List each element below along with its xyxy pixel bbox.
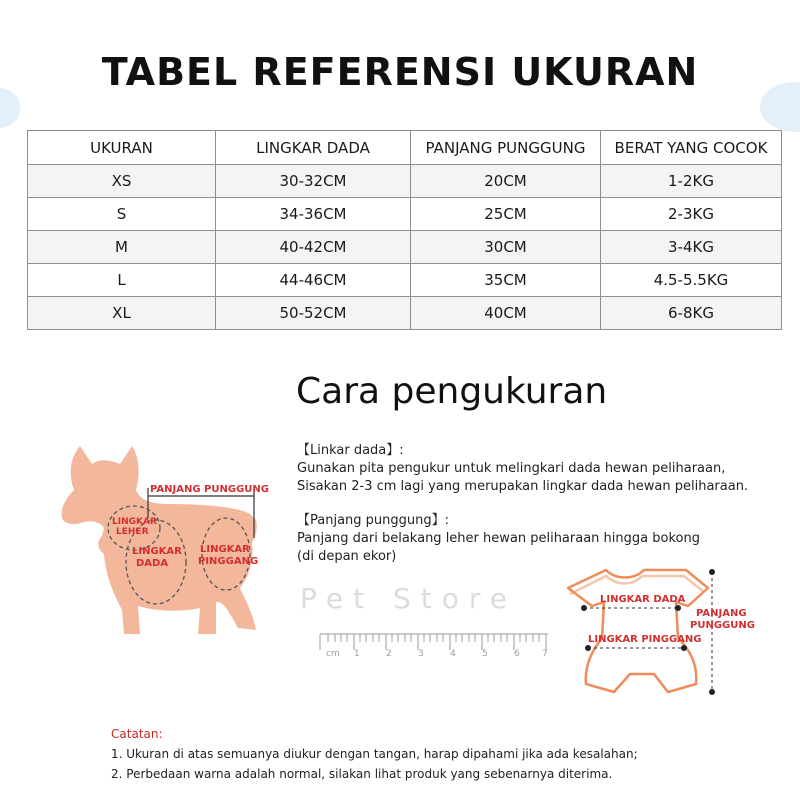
dog-label-back: PANJANG PUNGGUNG	[150, 484, 269, 495]
note-line: 1. Ukuran di atas semuanya diukur dengan tangan, harap dipahami jika ada kesalahan;	[111, 747, 638, 761]
cell-weight: 3-4KG	[601, 231, 782, 264]
table-row	[28, 198, 782, 231]
cell-size: XL	[28, 297, 216, 330]
cell-back-length: 35CM	[411, 264, 601, 297]
size-table	[27, 130, 782, 330]
header-chest: LINGKAR DADA	[216, 131, 411, 165]
cell-chest: 40-42CM	[216, 231, 411, 264]
ruler-number: 4	[450, 649, 456, 659]
table-header-row	[28, 131, 782, 165]
cell-weight: 6-8KG	[601, 297, 782, 330]
ruler-number: 6	[514, 649, 520, 659]
cell-weight: 2-3KG	[601, 198, 782, 231]
garment-outline-icon	[568, 570, 708, 692]
chest-instruction-line: Gunakan pita pengukur untuk melingkari dada hewan peliharaan,	[297, 461, 726, 476]
table-row	[28, 231, 782, 264]
cell-chest: 50-52CM	[216, 297, 411, 330]
notes-heading: Catatan:	[111, 727, 163, 741]
dog-diagram	[40, 430, 310, 640]
table-row	[28, 165, 782, 198]
cell-size: S	[28, 198, 216, 231]
dog-label-chest-1: LINGKAR	[132, 546, 182, 557]
notes-section	[111, 724, 638, 784]
cell-weight: 1-2KG	[601, 165, 782, 198]
dog-label-neck-2: LEHER	[116, 527, 149, 537]
cell-size: XS	[28, 165, 216, 198]
dog-label-chest-2: DADA	[136, 558, 169, 569]
ruler-number: 5	[482, 649, 488, 659]
cell-size: L	[28, 264, 216, 297]
ruler-unit: cm	[326, 649, 340, 659]
decor-blob-left	[0, 88, 20, 128]
cell-chest: 44-46CM	[216, 264, 411, 297]
dog-silhouette-icon	[62, 446, 257, 634]
header-back-length: PANJANG PUNGGUNG	[411, 131, 601, 165]
chest-instructions	[297, 442, 748, 496]
ruler-icon	[318, 632, 550, 662]
chest-instruction-line: Sisakan 2-3 cm lagi yang merupakan lingkar dada hewan peliharaan.	[297, 479, 749, 494]
store-watermark: Pet Store	[300, 582, 517, 615]
header-size: UKURAN	[28, 131, 216, 165]
back-instruction-title: 【Panjang punggung】:	[297, 513, 450, 528]
cell-size: M	[28, 231, 216, 264]
ruler-number: 3	[418, 649, 424, 659]
ruler-number: 1	[354, 649, 360, 659]
dog-label-waist-1: LINGKAR	[200, 544, 250, 555]
ruler-number: 7	[542, 649, 548, 659]
garment-label-back-2: PUNGGUNG	[690, 620, 755, 631]
header-weight: BERAT YANG COCOK	[601, 131, 782, 165]
cell-back-length: 30CM	[411, 231, 601, 264]
cell-back-length: 25CM	[411, 198, 601, 231]
garment-diagram	[560, 562, 800, 702]
table-row	[28, 264, 782, 297]
page-title: TABEL REFERENSI UKURAN	[101, 50, 699, 94]
cell-chest: 34-36CM	[216, 198, 411, 231]
back-instruction-line: Panjang dari belakang leher hewan peliharaan hingga bokong	[297, 531, 700, 546]
measure-subtitle: Cara pengukuran	[296, 371, 608, 412]
garment-label-waist: LINGKAR PINGGANG	[588, 634, 702, 645]
garment-label-chest: LINGKAR DADA	[600, 594, 686, 605]
cell-weight: 4.5-5.5KG	[601, 264, 782, 297]
cell-chest: 30-32CM	[216, 165, 411, 198]
garment-label-back-1: PANJANG	[696, 608, 747, 619]
back-instructions	[297, 512, 700, 566]
chest-instruction-title: 【Linkar dada】:	[297, 443, 404, 458]
dog-label-waist-2: PINGGANG	[198, 556, 259, 567]
table-row	[28, 297, 782, 330]
ruler-number: 2	[386, 649, 392, 659]
cell-back-length: 20CM	[411, 165, 601, 198]
back-instruction-line: (di depan ekor)	[297, 549, 397, 564]
dog-label-neck-1: LINGKAR	[112, 517, 157, 527]
cell-back-length: 40CM	[411, 297, 601, 330]
note-line: 2. Perbedaan warna adalah normal, silakan lihat produk yang sebenarnya diterima.	[111, 767, 613, 781]
